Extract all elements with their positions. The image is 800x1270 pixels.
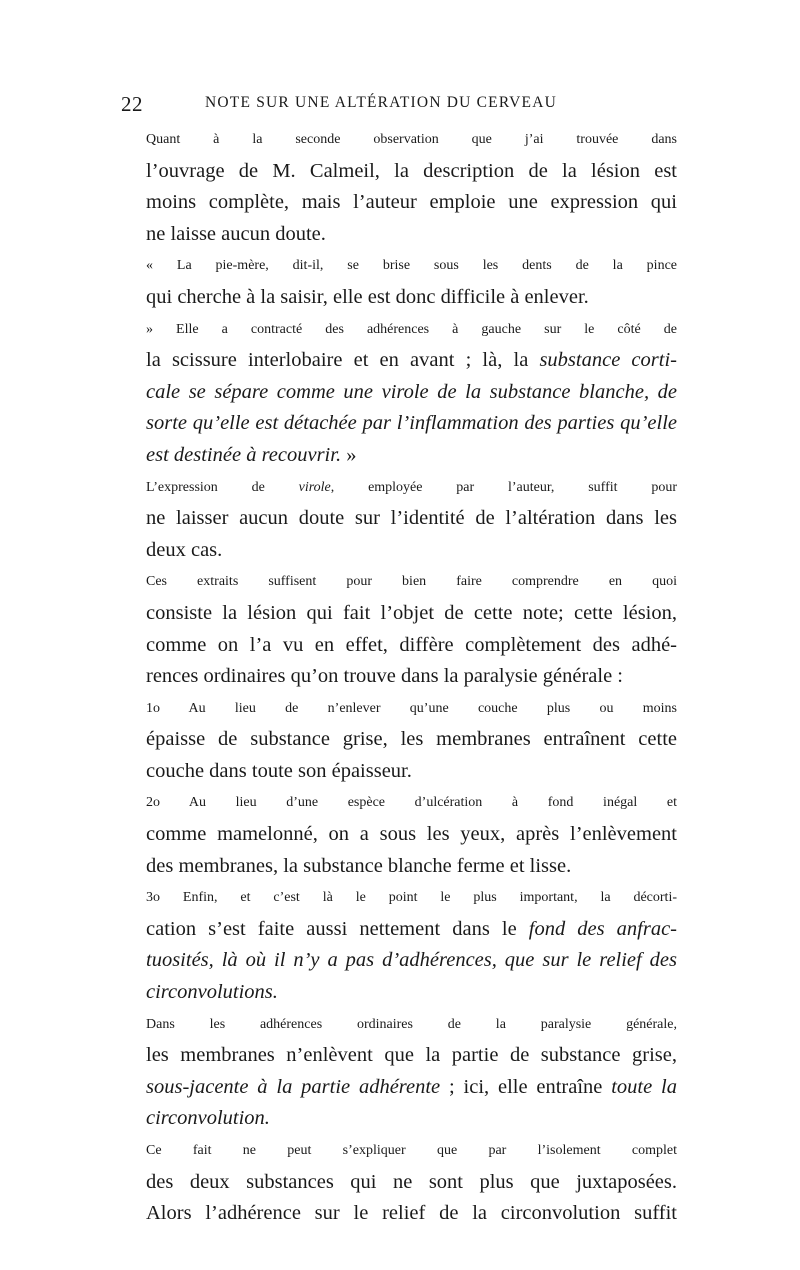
- text-line: tuosités, là où il n’y a pas d’adhérences, que sur le relief des: [146, 949, 677, 972]
- paragraph: [121, 566, 677, 692]
- text-line: moins complète, mais l’auteur emploie une expression qui: [146, 191, 677, 214]
- italic-run: substance corti-: [539, 349, 677, 372]
- text-line: Dans les adhérences ordinaires de la paralysie générale,: [146, 1016, 677, 1032]
- text-line: [121, 440, 677, 472]
- text-line: » Elle a contracté des adhérences à gauche sur le côté de: [146, 321, 677, 337]
- text-line: Quant à la seconde observation que j’ai trouvée dans: [146, 132, 677, 147]
- text-line: consiste la lésion qui fait l’objet de cette note; cette lésion,: [146, 601, 677, 624]
- paragraph: [121, 882, 677, 1008]
- text-line: 3o Enfin, et c’est là le point le plus important, la décorti-: [146, 890, 677, 906]
- text-line: ne laisser aucun doute sur l’identité de l’altération dans les: [146, 507, 677, 530]
- body-text: [121, 124, 677, 1230]
- text-line: [121, 1072, 677, 1104]
- text-line: 1o Au lieu de n’enlever qu’une couche plus ou moins: [146, 700, 677, 716]
- text-run: la scissure interlobaire et en avant ; là, la: [146, 349, 540, 372]
- text-line: circonvolution.: [146, 1107, 270, 1130]
- text-line: deux cas.: [146, 538, 223, 561]
- paragraph: [121, 250, 677, 313]
- text-run: »: [341, 443, 357, 466]
- text-line: circonvolutions.: [146, 981, 278, 1004]
- text-run: cation s’est faite aussi nettement dans le: [146, 917, 529, 940]
- italic-run: fond des anfrac-: [528, 917, 678, 940]
- text-line: des membranes, la substance blanche ferme et lisse.: [146, 854, 572, 877]
- text-line: les membranes n’enlèvent que la partie de substance grise,: [146, 1044, 677, 1067]
- text-run: ; ici, elle entraîne: [440, 1075, 612, 1098]
- paragraph: [121, 124, 677, 250]
- text-run: L’expression de: [146, 479, 299, 495]
- text-line: [121, 345, 677, 377]
- text-line: ne laisse aucun doute.: [146, 222, 326, 245]
- text-line: Alors l’adhérence sur le relief de la circonvolution suffit: [146, 1202, 677, 1225]
- text-line: l’ouvrage de M. Calmeil, la description de la lésion est: [146, 159, 677, 182]
- text-line: rences ordinaires qu’on trouve dans la paralysie générale :: [146, 665, 623, 688]
- text-line: 2o Au lieu d’une espèce d’ulcération à fond inégal et: [146, 795, 677, 811]
- page-number: 22: [121, 92, 143, 116]
- text-line: sorte qu’elle est détachée par l’inflammation des parties qu’elle: [146, 412, 677, 435]
- paragraph: [121, 693, 677, 788]
- paragraph: [121, 1009, 677, 1135]
- italic-run: sous-jacente à la partie adhérente: [146, 1075, 441, 1098]
- paragraph: [121, 1135, 677, 1230]
- text-run: , employée par l’auteur, suffit pour: [330, 479, 677, 495]
- paragraph: [121, 472, 677, 567]
- text-line: « La pie-mère, dit-il, se brise sous les dents de la pince: [146, 258, 677, 274]
- text-line: qui cherche à la saisir, elle est donc difficile à enlever.: [146, 285, 589, 308]
- italic-run: est destinée à recouvrir.: [146, 443, 342, 466]
- italic-run: virole: [298, 479, 331, 495]
- text-line: cale se sépare comme une virole de la substance blanche, de: [146, 380, 677, 403]
- page-header: [121, 92, 676, 118]
- paragraph: [121, 314, 677, 472]
- text-line: comme on l’a vu en effet, diffère complètement des adhé-: [146, 633, 677, 656]
- italic-run: toute la: [611, 1075, 677, 1098]
- running-title: NOTE SUR UNE ALTÉRATION DU CERVEAU: [205, 94, 557, 111]
- text-line: comme mamelonné, on a sous les yeux, après l’enlèvement: [146, 823, 677, 846]
- text-line: Ce fait ne peut s’expliquer que par l’isolement complet: [146, 1143, 677, 1158]
- text-line: couche dans toute son épaisseur.: [146, 759, 412, 782]
- text-line: [121, 472, 677, 504]
- text-line: des deux substances qui ne sont plus que juxtaposées.: [146, 1170, 677, 1193]
- text-line: épaisse de substance grise, les membranes entraînent cette: [146, 728, 677, 751]
- text-line: [121, 914, 677, 946]
- paragraph: [121, 787, 677, 882]
- text-line: Ces extraits suffisent pour bien faire comprendre en quoi: [146, 574, 677, 590]
